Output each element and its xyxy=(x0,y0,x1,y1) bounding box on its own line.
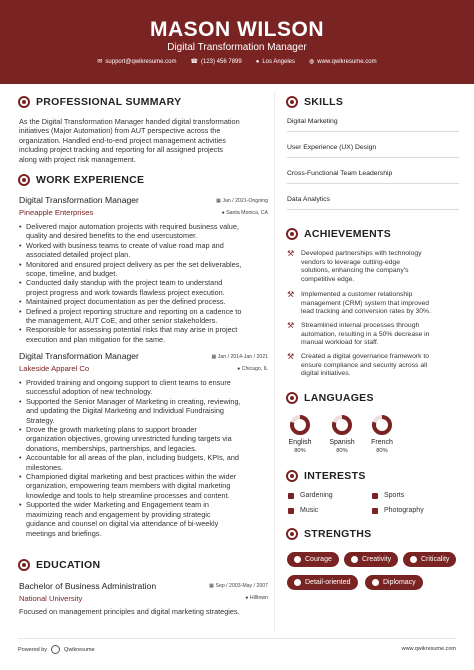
line: • Worked with business teams to create of value road map and xyxy=(26,240,224,250)
interests-title: INTERESTS xyxy=(304,470,366,482)
list-item xyxy=(19,453,271,472)
language-name: French xyxy=(371,439,393,446)
line: donations, memberships, partnerships, and legacies. xyxy=(26,443,197,453)
education-dates: ▦ Sep / 2003-May / 2007 xyxy=(209,583,268,589)
achievement-text xyxy=(301,291,431,317)
summary-line: along with project risk management. xyxy=(19,154,136,164)
interest-item xyxy=(372,507,424,514)
proficiency-ring xyxy=(289,414,311,436)
skills-title: SKILLS xyxy=(304,96,344,108)
gavel-icon: ⚒ xyxy=(287,321,295,330)
achievement-item xyxy=(287,322,462,348)
summary-line: initiatives (Major Automation) from AUT perspective across the xyxy=(19,126,221,136)
line: • Drove the growth marketing plans to support broader xyxy=(26,425,197,435)
job-bullets xyxy=(19,378,271,538)
education-location-text: Hilltown xyxy=(249,595,268,601)
dot-icon xyxy=(372,579,379,586)
line: maximizing reach and engagement by providing strategic xyxy=(26,509,211,519)
skills-heading xyxy=(286,96,343,108)
languages-heading xyxy=(286,392,374,404)
strengths-heading xyxy=(286,528,371,540)
skill-item: Data Analytics xyxy=(287,196,331,203)
gavel-icon: ⚒ xyxy=(287,290,295,299)
list-item xyxy=(19,325,271,344)
summary-line: As the Digital Transformation Manager handed digital transformation xyxy=(19,117,240,126)
language-level: 80% xyxy=(376,448,388,454)
heart-icon xyxy=(286,470,298,482)
line: organization objectives, growing unrestricted funding targets via xyxy=(26,434,232,444)
interest-label: Sports xyxy=(384,492,405,499)
interest-label: Music xyxy=(300,507,319,514)
column-divider xyxy=(274,92,275,632)
page-footer xyxy=(0,638,474,670)
line: successful adoption of new technology. xyxy=(26,387,153,397)
skill-item: Cross-Functional Team Leadership xyxy=(287,170,393,177)
email-text: support@qwikresume.com xyxy=(105,58,177,65)
book-icon xyxy=(288,508,294,514)
skill-divider xyxy=(287,157,459,158)
line: • Championed digital marketing and best practices within the wider xyxy=(26,472,237,482)
strength-label: Diplomacy xyxy=(383,579,416,586)
line: execution and plan mitigation for the same. xyxy=(26,334,166,344)
contact-website[interactable] xyxy=(309,58,377,65)
strength-label: Criticality xyxy=(421,556,450,563)
candidate-title: Digital Transformation Manager xyxy=(167,42,307,53)
resume-header xyxy=(0,0,474,84)
translate-icon xyxy=(286,392,298,404)
line: Created a digital governance framework to xyxy=(301,353,430,360)
line: manual workload for staff. xyxy=(301,339,379,347)
dot-icon xyxy=(294,579,301,586)
language-level: 80% xyxy=(294,448,306,454)
job-location: ● Santa Monica, CA xyxy=(221,210,268,216)
gavel-icon: ⚒ xyxy=(287,249,295,258)
star-icon xyxy=(286,528,298,540)
powered-by xyxy=(18,645,95,654)
company-name: Lakeside Apparel Co xyxy=(19,364,90,373)
job-location-text: Chicago, IL xyxy=(241,366,268,372)
contact-email[interactable] xyxy=(97,58,176,65)
line: • Conducted daily standup with the project team to understand xyxy=(26,278,223,288)
summary-text xyxy=(19,117,271,164)
achievement-text xyxy=(301,250,422,284)
strength-label: Detail-oriented xyxy=(305,579,351,586)
degree-name: Bachelor of Business Administration xyxy=(19,581,157,591)
experience-title: WORK EXPERIENCE xyxy=(36,174,145,186)
job-dates-text: Jan / 2021-Ongoing xyxy=(222,198,268,204)
line: solutions, enhancing the company's xyxy=(301,267,409,275)
job-dates: ▦ Jan / 2021-Ongoing xyxy=(216,198,268,204)
line: • Delivered major automation projects with required business value, xyxy=(26,222,239,231)
dot-icon xyxy=(294,556,301,563)
line: • Maintained project documentation as per the defined process. xyxy=(26,297,226,307)
skill-item: User Experience (UX) Design xyxy=(287,144,377,151)
proficiency-ring xyxy=(371,414,393,436)
interests-heading xyxy=(286,470,366,482)
line: organization, empowering team members with digital marketing xyxy=(26,481,231,491)
book-icon xyxy=(372,508,378,514)
summary-heading xyxy=(18,96,181,108)
line: • Provided training and ongoing support to client teams to ensure xyxy=(26,378,231,387)
graduation-cap-icon xyxy=(18,559,30,571)
strength-tag xyxy=(344,552,398,567)
line: ensure compliance and security across all xyxy=(301,361,428,369)
phone-icon: ☎ xyxy=(190,59,198,65)
qwikresume-logo-icon xyxy=(51,645,60,654)
trophy-icon xyxy=(286,228,298,240)
footer-website[interactable]: www.qwikresume.com xyxy=(401,646,456,652)
dot-icon xyxy=(351,556,358,563)
skill-item: Digital Marketing xyxy=(287,118,338,125)
language-name: English xyxy=(288,439,312,446)
strengths-title: STRENGTHS xyxy=(304,528,372,540)
line: meetings and briefings. xyxy=(26,528,102,538)
line: • Monitored and ensured project delivery as per the set deliverables, xyxy=(26,259,242,269)
job-location: ● Chicago, IL xyxy=(237,366,268,372)
line: vendors to leverage cutting-edge xyxy=(301,258,400,266)
list-item xyxy=(19,472,271,500)
strength-label: Creativity xyxy=(362,556,392,563)
line: automation, resulting in a 50% decrease in xyxy=(301,330,430,338)
user-icon xyxy=(18,96,30,108)
education-title: EDUCATION xyxy=(36,559,101,571)
powered-by-text: Powered by xyxy=(18,646,48,653)
proficiency-ring xyxy=(331,414,353,436)
list-item xyxy=(19,500,271,538)
achievement-item xyxy=(287,291,462,317)
list-item xyxy=(19,260,271,279)
languages-title: LANGUAGES xyxy=(304,392,374,404)
gavel-icon: ⚒ xyxy=(287,352,295,361)
contact-phone[interactable] xyxy=(191,58,242,65)
skill-divider xyxy=(287,183,459,184)
line: • Responsible for assessing potential risks that may arise in project xyxy=(26,325,238,335)
job-title: Digital Transformation Manager xyxy=(19,351,139,361)
location-text: Los Angeles xyxy=(262,58,296,65)
interest-label: Gardening xyxy=(300,492,333,499)
list-item xyxy=(19,241,271,260)
candidate-name: MASON WILSON xyxy=(150,18,324,41)
line: scope, timeline, and budget. xyxy=(26,269,118,279)
strength-tag xyxy=(287,575,358,590)
brand-name[interactable]: Qwikresume xyxy=(64,646,95,653)
list-item xyxy=(19,307,271,326)
job-dates-text: Jan / 2014-Jan / 2021 xyxy=(217,354,268,360)
list-item xyxy=(19,297,271,306)
line: competitive edge. xyxy=(301,275,355,283)
list-item xyxy=(19,222,271,241)
line: quality and desired benefits to the end usercustomer. xyxy=(26,231,198,241)
strength-tag xyxy=(287,552,339,567)
company-name: Pineapple Enterprises xyxy=(19,208,94,217)
language-item xyxy=(282,414,318,454)
list-item xyxy=(19,397,271,425)
list-item xyxy=(19,425,271,453)
summary-line: including project tracking and reporting for all assigned projects xyxy=(19,145,224,155)
achievement-text xyxy=(301,322,429,348)
summary-line: organization. Handled end-to-end project management activities xyxy=(19,135,226,145)
interest-item xyxy=(288,507,318,514)
line: the management, AUT CoE, and other senior stakeholders. xyxy=(26,316,218,326)
achievement-item xyxy=(287,353,462,379)
list-item xyxy=(19,378,271,397)
line: guidance and counsel on digital via attendance of bi-weekly xyxy=(26,519,219,529)
line: Implemented a customer relationship xyxy=(301,291,413,298)
language-item xyxy=(324,414,360,454)
line: associated detailed project plan. xyxy=(26,250,131,260)
briefcase-icon xyxy=(18,174,30,186)
line: • Supported the wider Marketing and Engagement team in xyxy=(26,500,209,510)
achievements-heading xyxy=(286,228,391,240)
location-pin-icon: ● xyxy=(255,58,260,65)
skill-divider xyxy=(287,209,459,210)
school-name: National University xyxy=(19,594,83,603)
line: milestones. xyxy=(26,462,63,472)
line: Developed partnerships with technology xyxy=(301,250,422,257)
lightbulb-icon xyxy=(286,96,298,108)
line: lead tracking and conversion rates by 30%. xyxy=(301,308,431,316)
job-title: Digital Transformation Manager xyxy=(19,195,139,205)
line: • Defined a project reporting structure and reporting on a cadence to xyxy=(26,306,242,316)
contact-location xyxy=(256,58,295,65)
email-icon: ✉ xyxy=(97,59,103,65)
achievement-text xyxy=(301,353,429,379)
contact-bar xyxy=(0,58,474,65)
skill-divider xyxy=(287,131,459,132)
dot-icon xyxy=(410,556,417,563)
line: • Supported the Senior Manager of Marketing in creating, reviewing, xyxy=(26,396,241,406)
interest-item xyxy=(288,492,333,499)
education-heading xyxy=(18,559,100,571)
line: management (CRM) system that improved xyxy=(301,299,430,307)
language-item xyxy=(364,414,400,454)
line: knowledge and tools to help streamline processes and content. xyxy=(26,490,230,500)
experience-heading xyxy=(18,174,144,186)
line: project progress and work towards flawless project execution. xyxy=(26,287,225,297)
interest-label: Photography xyxy=(384,507,424,514)
phone-text: (123) 456 7899 xyxy=(201,58,242,65)
language-name: Spanish xyxy=(329,439,355,446)
summary-title: PROFESSIONAL SUMMARY xyxy=(36,96,182,108)
strength-label: Courage xyxy=(305,556,332,563)
line: and updating the Digital Marketing and Individual Fundraising xyxy=(26,406,224,416)
globe-icon: ◍ xyxy=(309,59,315,65)
line: • Accountable for all areas of the plan, including budgets, KPIs, and xyxy=(26,453,239,463)
book-icon xyxy=(288,493,294,499)
book-icon xyxy=(372,493,378,499)
job-location-text: Santa Monica, CA xyxy=(226,210,268,216)
education-note: Focused on management principles and digital marketing strategies. xyxy=(19,607,240,616)
achievements-title: ACHIEVEMENTS xyxy=(304,228,392,240)
achievement-item xyxy=(287,250,462,284)
job-dates: ▦ Jan / 2014-Jan / 2021 xyxy=(211,354,268,360)
job-bullets xyxy=(19,222,271,344)
strength-tag xyxy=(403,552,456,567)
line: Strategy. xyxy=(26,415,55,425)
footer-divider xyxy=(18,638,456,639)
education-location: ● Hilltown xyxy=(245,595,268,601)
list-item xyxy=(19,278,271,297)
strength-tag xyxy=(365,575,423,590)
interest-item xyxy=(372,492,404,499)
language-level: 80% xyxy=(336,448,348,454)
website-text: www.qwikresume.com xyxy=(317,58,377,65)
education-dates-text: Sep / 2003-May / 2007 xyxy=(215,583,268,589)
line: digital initiatives. xyxy=(301,370,351,378)
line: Streamlined internal processes through xyxy=(301,322,420,329)
